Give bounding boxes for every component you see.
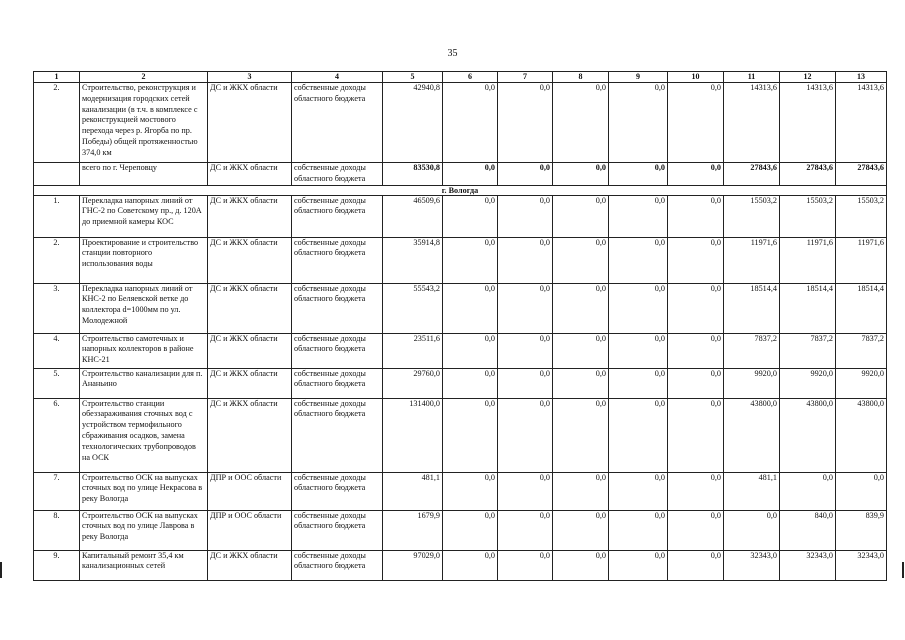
value-cell: 0,0 bbox=[498, 195, 553, 237]
item-name: всего по г. Череповцу bbox=[80, 163, 208, 186]
value-cell: 0,0 bbox=[609, 237, 668, 283]
value-cell: 23511,6 bbox=[383, 333, 443, 368]
value-cell: 0,0 bbox=[553, 283, 609, 333]
value-cell: 0,0 bbox=[609, 83, 668, 163]
value-cell: 0,0 bbox=[553, 83, 609, 163]
column-header: 6 bbox=[443, 72, 498, 83]
value-cell: 0,0 bbox=[553, 195, 609, 237]
value-cell: 11971,6 bbox=[724, 237, 780, 283]
value-cell: 11971,6 bbox=[836, 237, 887, 283]
value-cell: 7837,2 bbox=[836, 333, 887, 368]
column-header: 9 bbox=[609, 72, 668, 83]
value-cell: 0,0 bbox=[443, 510, 498, 550]
table-row bbox=[34, 550, 887, 580]
funding-source: собственные доходы областного бюджета bbox=[292, 472, 383, 510]
value-cell: 0,0 bbox=[498, 398, 553, 472]
row-number: 1. bbox=[34, 195, 80, 237]
value-cell: 9920,0 bbox=[780, 368, 836, 398]
value-cell: 0,0 bbox=[668, 163, 724, 186]
item-name: Строительство, реконструкция и модернизация городских сетей канализации (в т.ч. в комплексе с реконструкцией мостового перехода через р. Ягорба по пр. Победы) общей протяженностью 374,0 км bbox=[80, 83, 208, 163]
responsible-body: ДС и ЖКХ области bbox=[208, 237, 292, 283]
responsible-body: ДС и ЖКХ области bbox=[208, 195, 292, 237]
table-row bbox=[34, 368, 887, 398]
item-name: Капитальный ремонт 35,4 км канализационных сетей bbox=[80, 550, 208, 580]
value-cell: 0,0 bbox=[609, 510, 668, 550]
value-cell: 9920,0 bbox=[836, 368, 887, 398]
value-cell: 0,0 bbox=[498, 83, 553, 163]
table-row bbox=[34, 83, 887, 163]
value-cell: 0,0 bbox=[668, 83, 724, 163]
value-cell: 14313,6 bbox=[724, 83, 780, 163]
column-header: 13 bbox=[836, 72, 887, 83]
value-cell: 1679,9 bbox=[383, 510, 443, 550]
column-header: 10 bbox=[668, 72, 724, 83]
value-cell: 0,0 bbox=[443, 398, 498, 472]
value-cell: 0,0 bbox=[498, 333, 553, 368]
section-title: г. Вологда bbox=[34, 185, 887, 195]
value-cell: 481,1 bbox=[383, 472, 443, 510]
row-number: 7. bbox=[34, 472, 80, 510]
row-number: 8. bbox=[34, 510, 80, 550]
funding-source: собственные доходы областного бюджета bbox=[292, 510, 383, 550]
value-cell: 14313,6 bbox=[780, 83, 836, 163]
value-cell: 0,0 bbox=[668, 237, 724, 283]
column-header: 11 bbox=[724, 72, 780, 83]
table-row bbox=[34, 195, 887, 237]
value-cell: 0,0 bbox=[443, 83, 498, 163]
table-row bbox=[34, 333, 887, 368]
value-cell: 0,0 bbox=[443, 195, 498, 237]
value-cell: 0,0 bbox=[609, 283, 668, 333]
value-cell: 0,0 bbox=[668, 283, 724, 333]
funding-source: собственные доходы областного бюджета bbox=[292, 398, 383, 472]
funding-source: собственные доходы областного бюджета bbox=[292, 83, 383, 163]
budget-table bbox=[33, 71, 887, 581]
value-cell: 0,0 bbox=[609, 472, 668, 510]
column-header: 1 bbox=[34, 72, 80, 83]
responsible-body: ДС и ЖКХ области bbox=[208, 550, 292, 580]
row-number: 2. bbox=[34, 237, 80, 283]
value-cell: 0,0 bbox=[553, 163, 609, 186]
value-cell: 839,9 bbox=[836, 510, 887, 550]
value-cell: 0,0 bbox=[668, 368, 724, 398]
value-cell: 0,0 bbox=[498, 472, 553, 510]
item-name: Строительство ОСК на выпусках сточных вод по улице Некрасова в реку Вологда bbox=[80, 472, 208, 510]
item-name: Проектирование и строительство станции повторного использования воды bbox=[80, 237, 208, 283]
page-number: 35 bbox=[447, 48, 458, 59]
column-header: 4 bbox=[292, 72, 383, 83]
responsible-body: ДПР и ООС области bbox=[208, 510, 292, 550]
value-cell: 0,0 bbox=[443, 368, 498, 398]
value-cell: 0,0 bbox=[443, 283, 498, 333]
value-cell: 0,0 bbox=[553, 510, 609, 550]
value-cell: 0,0 bbox=[668, 195, 724, 237]
funding-source: собственные доходы областного бюджета bbox=[292, 550, 383, 580]
value-cell: 27843,6 bbox=[836, 163, 887, 186]
value-cell: 0,0 bbox=[724, 510, 780, 550]
value-cell: 0,0 bbox=[553, 472, 609, 510]
value-cell: 0,0 bbox=[443, 163, 498, 186]
value-cell: 0,0 bbox=[609, 163, 668, 186]
value-cell: 15503,2 bbox=[836, 195, 887, 237]
value-cell: 0,0 bbox=[498, 283, 553, 333]
responsible-body: ДС и ЖКХ области bbox=[208, 163, 292, 186]
value-cell: 35914,8 bbox=[383, 237, 443, 283]
value-cell: 29760,0 bbox=[383, 368, 443, 398]
value-cell: 0,0 bbox=[498, 368, 553, 398]
row-number: 9. bbox=[34, 550, 80, 580]
value-cell: 15503,2 bbox=[724, 195, 780, 237]
column-header: 5 bbox=[383, 72, 443, 83]
value-cell: 7837,2 bbox=[724, 333, 780, 368]
column-header-row bbox=[34, 72, 887, 83]
table-row bbox=[34, 283, 887, 333]
value-cell: 55543,2 bbox=[383, 283, 443, 333]
column-header: 2 bbox=[80, 72, 208, 83]
responsible-body: ДС и ЖКХ области bbox=[208, 368, 292, 398]
value-cell: 0,0 bbox=[780, 472, 836, 510]
row-number: 2. bbox=[34, 83, 80, 163]
value-cell: 0,0 bbox=[609, 195, 668, 237]
funding-source: собственные доходы областного бюджета bbox=[292, 163, 383, 186]
column-header: 12 bbox=[780, 72, 836, 83]
value-cell: 0,0 bbox=[553, 398, 609, 472]
table-row bbox=[34, 510, 887, 550]
row-number: 4. bbox=[34, 333, 80, 368]
value-cell: 83530,8 bbox=[383, 163, 443, 186]
value-cell: 27843,6 bbox=[724, 163, 780, 186]
section-row bbox=[34, 185, 887, 195]
total-row bbox=[34, 163, 887, 186]
value-cell: 0,0 bbox=[443, 472, 498, 510]
responsible-body: ДС и ЖКХ области bbox=[208, 398, 292, 472]
value-cell: 18514,4 bbox=[780, 283, 836, 333]
value-cell: 0,0 bbox=[609, 333, 668, 368]
value-cell: 43800,0 bbox=[780, 398, 836, 472]
value-cell: 0,0 bbox=[498, 237, 553, 283]
value-cell: 481,1 bbox=[724, 472, 780, 510]
row-number bbox=[34, 163, 80, 186]
table-body bbox=[34, 72, 887, 581]
value-cell: 0,0 bbox=[836, 472, 887, 510]
value-cell: 11971,6 bbox=[780, 237, 836, 283]
item-name: Перекладка напорных линий от КНС-2 по Беляевской ветке до коллектора d=1000мм по ул. Молодежной bbox=[80, 283, 208, 333]
value-cell: 14313,6 bbox=[836, 83, 887, 163]
value-cell: 9920,0 bbox=[724, 368, 780, 398]
value-cell: 0,0 bbox=[443, 333, 498, 368]
value-cell: 0,0 bbox=[553, 550, 609, 580]
value-cell: 18514,4 bbox=[724, 283, 780, 333]
value-cell: 131400,0 bbox=[383, 398, 443, 472]
value-cell: 32343,0 bbox=[724, 550, 780, 580]
funding-source: собственные доходы областного бюджета bbox=[292, 283, 383, 333]
value-cell: 0,0 bbox=[553, 333, 609, 368]
value-cell: 0,0 bbox=[443, 237, 498, 283]
value-cell: 18514,4 bbox=[836, 283, 887, 333]
value-cell: 0,0 bbox=[668, 472, 724, 510]
value-cell: 0,0 bbox=[609, 550, 668, 580]
funding-source: собственные доходы областного бюджета bbox=[292, 237, 383, 283]
responsible-body: ДПР и ООС области bbox=[208, 472, 292, 510]
row-number: 5. bbox=[34, 368, 80, 398]
funding-source: собственные доходы областного бюджета bbox=[292, 333, 383, 368]
value-cell: 0,0 bbox=[498, 550, 553, 580]
value-cell: 0,0 bbox=[668, 550, 724, 580]
item-name: Строительство ОСК на выпусках сточных вод по улице Лаврова в реку Вологда bbox=[80, 510, 208, 550]
value-cell: 0,0 bbox=[553, 237, 609, 283]
value-cell: 0,0 bbox=[609, 398, 668, 472]
item-name: Строительство самотечных и напорных коллекторов в районе КНС-21 bbox=[80, 333, 208, 368]
item-name: Строительство канализации для п. Ананьино bbox=[80, 368, 208, 398]
value-cell: 15503,2 bbox=[780, 195, 836, 237]
value-cell: 43800,0 bbox=[724, 398, 780, 472]
value-cell: 0,0 bbox=[553, 368, 609, 398]
funding-source: собственные доходы областного бюджета bbox=[292, 195, 383, 237]
column-header: 7 bbox=[498, 72, 553, 83]
table-row bbox=[34, 237, 887, 283]
item-name: Строительство станции обеззараживания сточных вод с устройством термофильного сбраживания осадков, замена технологических трубопроводов на ОСК bbox=[80, 398, 208, 472]
value-cell: 7837,2 bbox=[780, 333, 836, 368]
value-cell: 840,0 bbox=[780, 510, 836, 550]
value-cell: 27843,6 bbox=[780, 163, 836, 186]
right-edge-mark bbox=[902, 562, 904, 578]
responsible-body: ДС и ЖКХ области bbox=[208, 83, 292, 163]
row-number: 6. bbox=[34, 398, 80, 472]
table-row bbox=[34, 472, 887, 510]
value-cell: 43800,0 bbox=[836, 398, 887, 472]
responsible-body: ДС и ЖКХ области bbox=[208, 333, 292, 368]
value-cell: 32343,0 bbox=[836, 550, 887, 580]
table-row bbox=[34, 398, 887, 472]
column-header: 3 bbox=[208, 72, 292, 83]
column-header: 8 bbox=[553, 72, 609, 83]
responsible-body: ДС и ЖКХ области bbox=[208, 283, 292, 333]
value-cell: 0,0 bbox=[668, 333, 724, 368]
value-cell: 0,0 bbox=[443, 550, 498, 580]
left-edge-mark bbox=[0, 562, 2, 578]
value-cell: 0,0 bbox=[498, 510, 553, 550]
value-cell: 97029,0 bbox=[383, 550, 443, 580]
row-number: 3. bbox=[34, 283, 80, 333]
value-cell: 0,0 bbox=[609, 368, 668, 398]
value-cell: 46509,6 bbox=[383, 195, 443, 237]
value-cell: 32343,0 bbox=[780, 550, 836, 580]
item-name: Перекладка напорных линий от ГНС-2 по Советскому пр., д. 120А до приемной камеры КОС bbox=[80, 195, 208, 237]
value-cell: 0,0 bbox=[668, 398, 724, 472]
value-cell: 0,0 bbox=[668, 510, 724, 550]
value-cell: 42940,8 bbox=[383, 83, 443, 163]
funding-source: собственные доходы областного бюджета bbox=[292, 368, 383, 398]
value-cell: 0,0 bbox=[498, 163, 553, 186]
